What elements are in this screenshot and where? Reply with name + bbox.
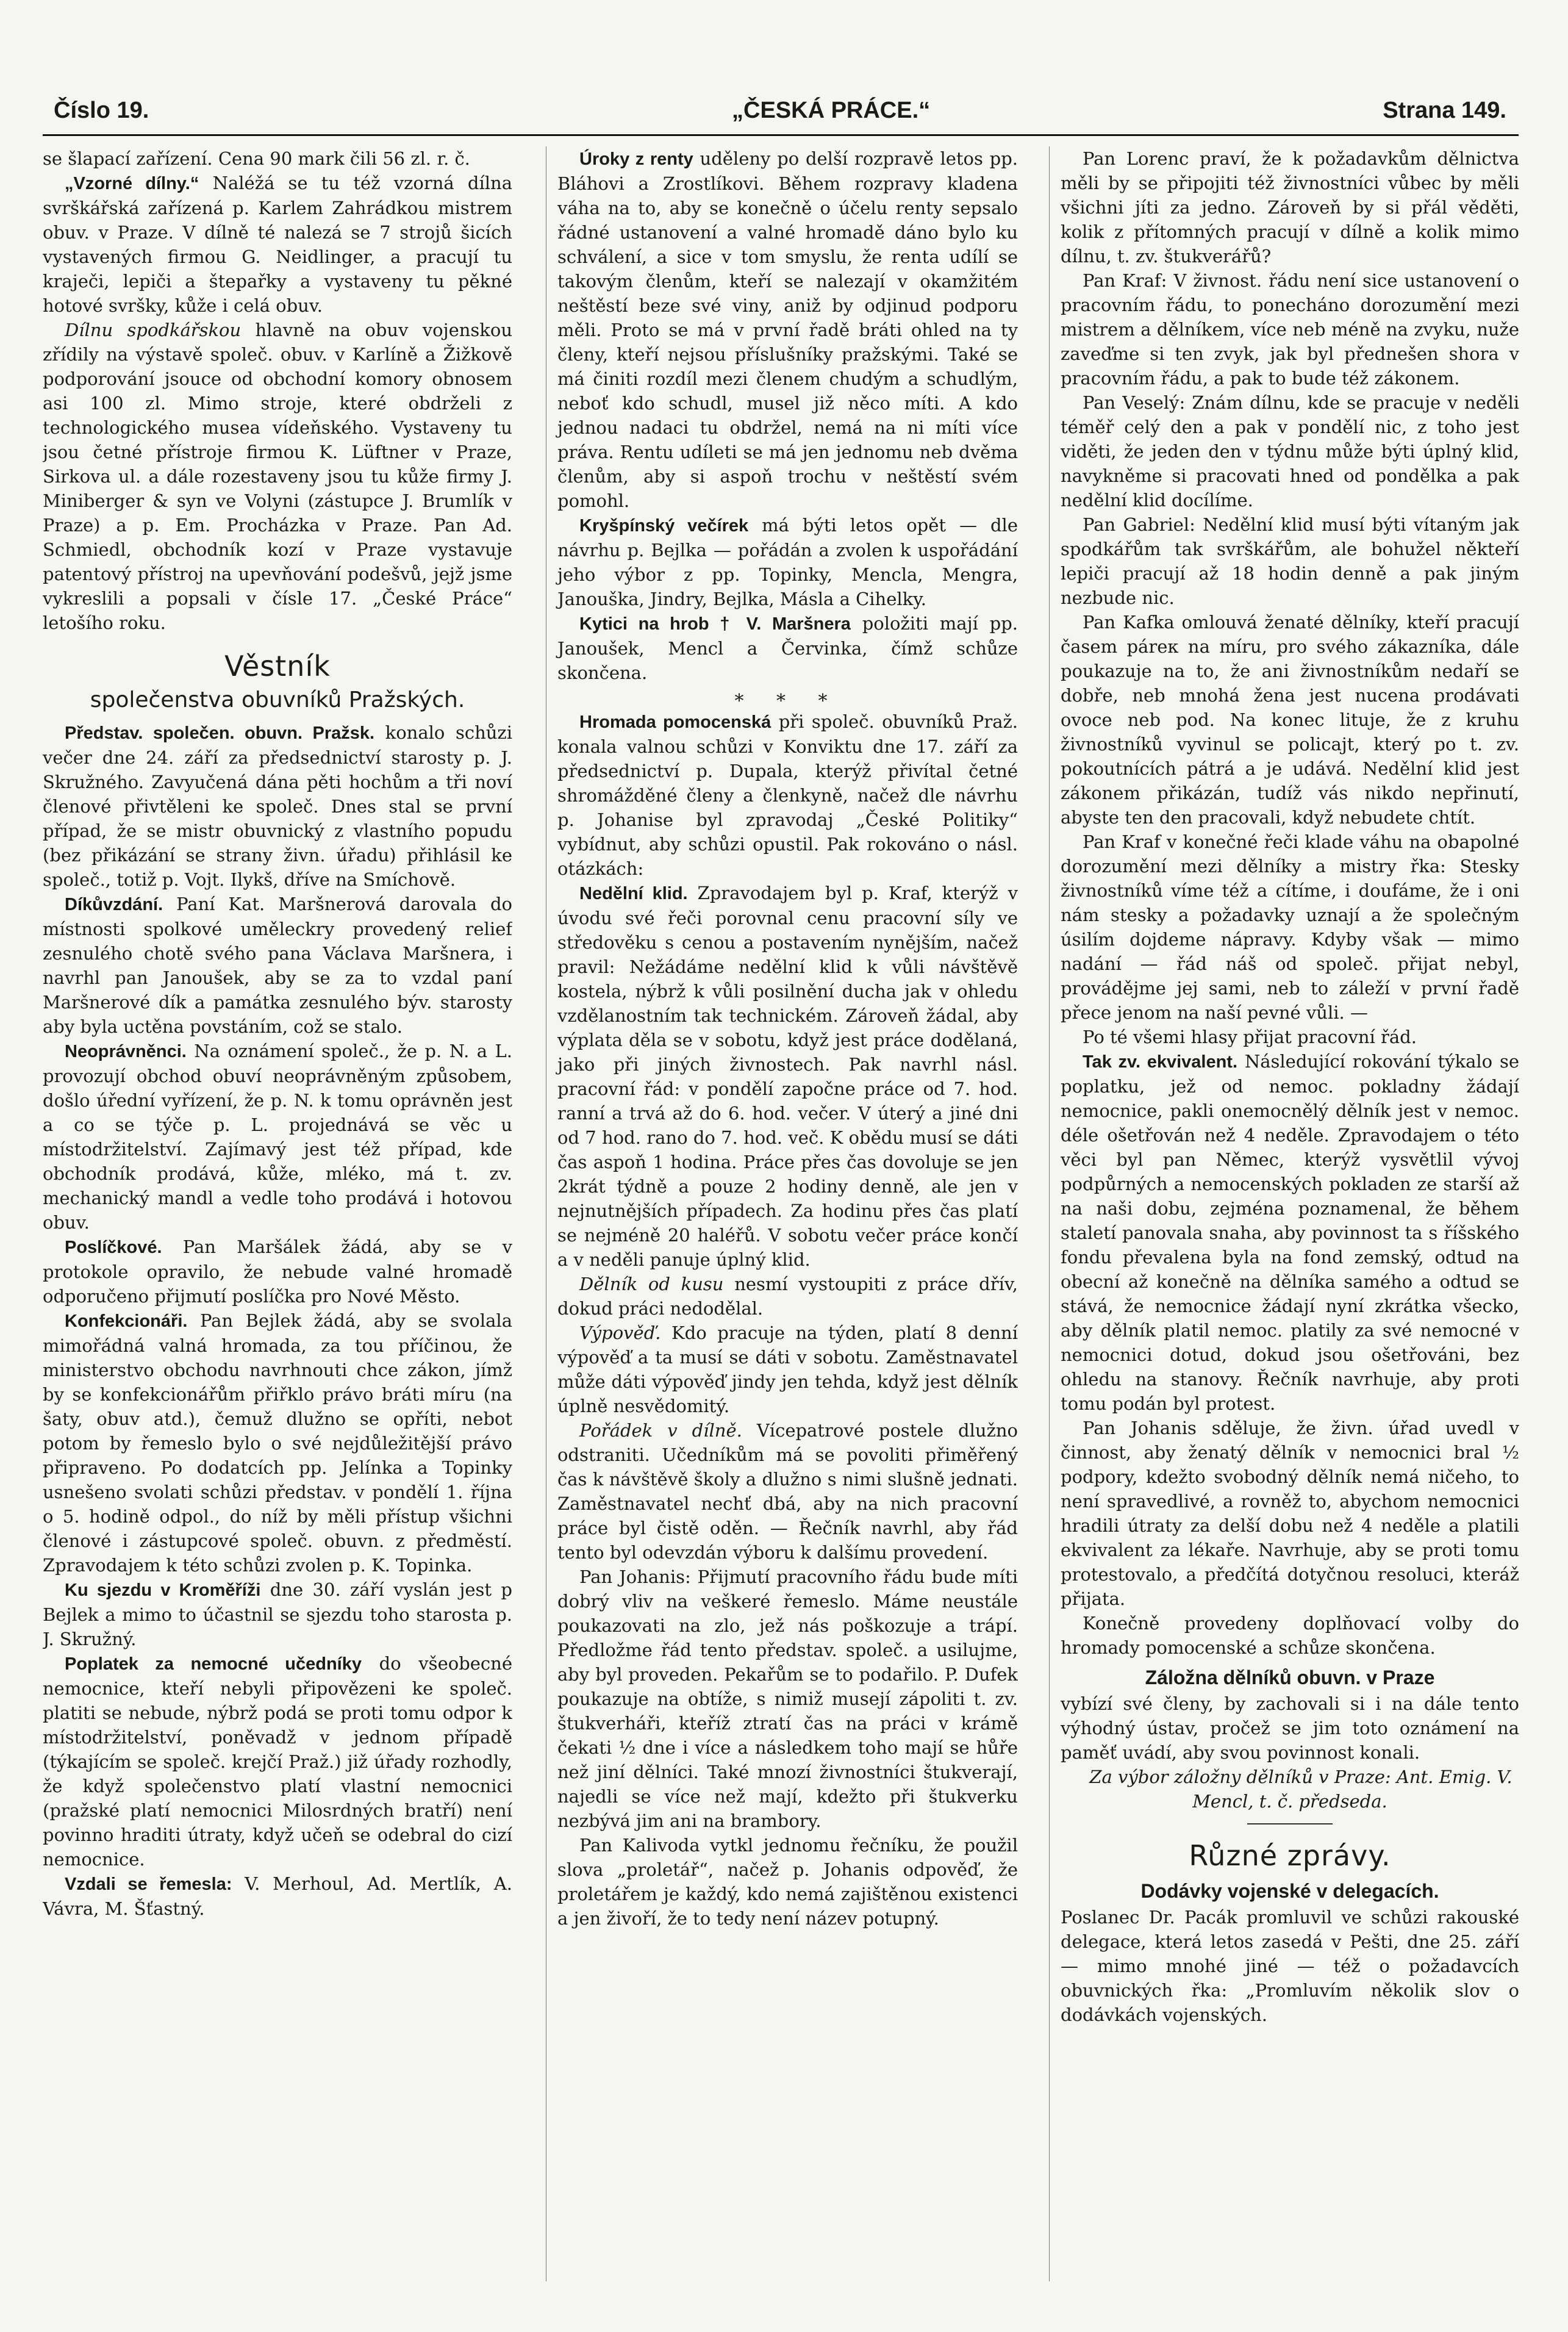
article-dilnu-spodkarskou [43, 318, 512, 635]
newspaper-page [43, 91, 1519, 2287]
paragraph-vesely: Pan Veselý: Znám dílnu, kde se pracuje v neděli téměř celý den a pak v pondělí nic, z toho jest viděti, že jeden den v týdnu může býti úplný klid, navykněme si pracovati hned od pondělka a pak nedělní klid docílíme. [1061, 392, 1519, 511]
section-title-vestnik: Věstník [224, 650, 331, 683]
article-lead: Poplatek za nemocné učedníky [65, 1654, 362, 1674]
notice-heading: Záložna dělníků obuvn. v Praze [1145, 1666, 1435, 1688]
article-body: do všeobecné nemocnice, kteří nebyli připovězeni ke společ. platiti se nebude, nýbrž podá se proti tomu odpor k místodržitelství, poněvadž v jednom případě (týkajícím se společ. krejčí Praž.) již úřady rozhodly, že když společenstvo platí vlastní nemocnici (pražské platí nemocnici Milosrdných bratří) není povinno hraditi útraty, když učeň se odebral do cizí nemocnice. [43, 1653, 512, 1870]
article-lead: Vzdali se řemesla: [65, 1875, 232, 1894]
article-konfekcionari [43, 1308, 512, 1577]
paragraph-konecne: Konečně provedeny doplňovací volby do hromady pomocenské a schůze skončena. [1061, 1613, 1519, 1658]
article-body: Vícepatrové postele dlužno odstraniti. Učedníkům má se povoliti přiměřený čas k návštěvě školy a dlužno s nimi slušně jednati. Zaměstnavatel nechť dbá, aby na nich pracovní práce byl čistě oděn. — Řečník navrhl, aby řád tento byl odevzdán výboru k dalšímu provedení. [557, 1420, 1018, 1563]
article-vypoved [557, 1321, 1018, 1418]
paragraph-gabriel: Pan Gabriel: Nedělní klid musí býti vítaným jak spodkářům tak svrškářům, ale bohužel někteří lepiči pracují až 18 hodin denně a pak jiným nezbude nic. [1061, 514, 1519, 608]
article-body: má býti letos opět — dle návrhu p. Bejlka — pořádán a zvolen k uspořádání jeho výbor z pp. Topinky, Mencla, Mengra, Janouška, Jindry, Bejlka, Másla a Cihelky. [557, 515, 1018, 609]
section-title-ruzne: Různé zprávy. [1189, 1839, 1391, 1872]
paragraph-kafka: Pan Kafka omlouvá ženaté dělníky, kteří pracují časem páreк na míru, pro svého zákazníka, dále poukazuje na to, že ani živnostníkům nedaří se dobře, neb mnohá žena jest nucena prodávati ovoce neb pod. Na konec lituje, že z kruhu živnostníků vyvinul se policajt, který po t. zv. pokoutnících pátrá a je udává. Nedělní klid jest zákonem přikázán, tudíž vás nikdo nepřinutí, abyste ten den pracovali, když nebudete chtít. [1061, 612, 1519, 828]
article-lead: Úroky z renty [579, 149, 693, 169]
article-body: při společ. obuvníků Praž. konala valnou schůzi v Konviktu dne 17. září za předsednictví p. Dupala, kterýž přivítal četné shromážděné členy a členkyně, načež dle návrhu p. Johanise byl zpravodaj „České Politiky“ vybídnut, aby schůzi opustil. Pak rokováno o násl. otázkách: [557, 711, 1018, 879]
paragraph-prijat: Po té všemi hlasy přijat pracovní řád. [1083, 1027, 1417, 1047]
issue-number: Číslo 19. [54, 98, 149, 123]
columns [43, 146, 1519, 2281]
article-vzdali-se [43, 1871, 512, 1921]
article-poslickove [43, 1235, 512, 1308]
article-body: Pan Maršálek žádá, aby se v protokole opravilo, že nebude valné hromadě odporučeno přijmutí poslíčka pro Nové Město. [43, 1236, 512, 1307]
article-body: Pan Bejlek žádá, aby se svolala mimořádná valná hromada, za tou příčinou, že ministerstvo obchodu navrhnouti chce zákon, jímž by se konfekcionářům přiřklo právo bráti míru (na šaty, obuv atd.), čemuž dlužno se opříti, nebot potom by řemeslo bylo o své nejdůležitější právo připraveno. Po dodatcích pp. Jelínka a Topinky usnešeno svolati schůzi představ. v pondělí 1. října o 5. hodině odpol., do níž by měli přístup všichni členové i zástupcové společ. obuvn. z předměstí. Zpravodajem k této schůzi zvolen p. K. Topinka. [43, 1310, 512, 1576]
column-1 [43, 146, 512, 2281]
article-lead: „Vzorné dílny.“ [65, 174, 199, 193]
article-lead: Díkůvzdání. [65, 895, 163, 914]
article-lead: Pořádek v dílně. [579, 1420, 742, 1441]
article-lead: Představ. společen. obuvn. Pražsk. [65, 723, 375, 743]
article-body: Zpravodajem byl p. Kraf, kterýž v úvodu své řeči porovnal cenu pracovní síly ve středověku s cenou a postavením nynějším, načež pravil: Nežádáme nedělní klid k vůli návštěvě kostela, nýbrž k vůli posilnění ducha jak v ohledu vzdělanostním tak technickém. Zároveň žádal, aby výplata děla se v sobotu, když jest práce dodělaná, jako při jiných živnostech. Pak navrhl násl. pracovní řád: v pondělí započne práce od 7. hod. ranní a trvá až do 6. hod. večer. V úterý a jiné dni od 7 hod. rano do 7. hod. več. K obědu musí se dáti čas aspoň 1 hodina. Práce přes čas dovoluje se jen 2krát týdně a pouze 2 hodiny denně, ale jen v nejnutnějších případech. Za hodinu přes čas platí se nejméně 20 haléřů. V sobotu večer práce končí a v neděli panuje úplný klid. [557, 883, 1018, 1270]
article-body: uděleny po delší rozpravě letos pp. Bláhovi a Zrostlíkovi. Během rozpravy kladena váha na to, aby se konečně o účelu renty sepsalo řádné ustanovení a valné hromadě dáno bylo ku schválení, a sice v tom smyslu, že renta udílí se takovým členům, kteří se nalezají v okamžitém neštěstí beze své viny, aniž by odjinud podporu měli. Proto se má v první řadě bráti ohled na ty členy, kteří nejsou příslušníky pražskými. Také se má činiti rozdíl mezi členem chudým a schudlým, neboť kdo schudl, musel již něco míti. A kdo jednou nadaci tu obdržel, nemá na ni míti více práva. Rentu udíleti se má jen jednomu neb dvěma členům, aby si aspoň trochu v neštěstí svém pomohl. [557, 148, 1018, 511]
divider [1247, 1823, 1333, 1824]
article-body: Následující rokování týkalo se poplatku, jež od nemoc. pokladny žádají nemocnice, pakli onemocnělý dělník jest v nemoc. déle ošetřován než 4 neděle. Zpravodajem o této věci byl pan Němec, kterýž vysvětlil vývoj podpůrných a nemocenských pokladen ze starší až na naši dobu, zejména poznamenal, že během staletí panovala snaha, aby povinnost ta s říšského fondu převalena byla na fond zemský, odtud na obecní až konečně na dělníka samého a odtud se stává, že nemocnice žádají nyní zkrátka všecko, aby dělník platil nemoc. platily za své nemocné v nemocnici dotud, dokud jsou ošetřováni, bez ohledu na stanovy. Řečník navrhuje, aby proti tomu podán byl protest. [1061, 1051, 1519, 1414]
paragraph-johanis-2: Pan Johanis sděluje, že živn. úřad uvedl v činnost, aby ženatý dělník v nemocnici bral ½ podpory, kdežto svobodný dělník nemá ničeho, to není spravedlivé, a rovněž to, abychom nemocnici hradili útraty za delší dobu než 4 neděle a platili ekvivalent za lékaře. Navrhuje, aby se proti tomu protestovalo, a předčítá dotyčnou resoluci, kteráž přijata. [1061, 1418, 1519, 1609]
article-lead: Nedělní klid. [579, 884, 688, 903]
signature: Za výbor záložny dělníků v Praze: Ant. Emig. V. Mencl, t. č. předseda. [1089, 1767, 1513, 1812]
article-kryspinsky [557, 513, 1018, 611]
paragraph: se šlapací zařízení. Cena 90 mark čili 56 zl. r. č. [43, 148, 470, 169]
article-lead: Kytici na hrob † V. Maršnera [579, 614, 851, 634]
article-nedelni-klid [557, 881, 1018, 1272]
masthead-title: „ČESKÁ PRÁCE.“ [732, 98, 931, 123]
article-delnik-od-kusu [557, 1272, 1018, 1321]
article-uroky [557, 146, 1018, 513]
article-hromada [557, 709, 1018, 881]
article-lead: Ku sjezdu v Kroměříži [65, 1580, 261, 1600]
paragraph-kraf: Pan Kraf: V živnost. řádu není sice ustanovení o pracovním řádu, to ponecháno dorozumění mezi mistrem a dělníkem, více neb méně na zvyku, nuže zaveďme si ten zvyk, jak byl přednešen shora v pracovním řádu, a pak to bude též zákonem. [1061, 270, 1519, 389]
article-body: Kdo pracuje na týden, platí 8 denní výpověď a ta musí se dáti v sobotu. Zaměstnavatel může dáti výpověď jindy jen tehda, když jest dělník úplně nesvědomitý. [557, 1322, 1018, 1416]
column-3 [1049, 146, 1519, 2281]
paragraph-lorenc: Pan Lorenc praví, že k požadavkům dělnictva měli by se připojiti též živnostníci vůbec by měli všichni jíti za jedno. Zároveň by si přál věděti, kolik z přítomných pracují v dílně a kolik mimo dílnu, t. zv. štukverářů? [1061, 148, 1519, 267]
article-body: dne 30. září vyslán jest p Bejlek a mimo to účastnil se sjezdu toho starosta p. J. Skružný. [43, 1579, 512, 1649]
article-ekvivalent [1061, 1049, 1519, 1416]
article-sjezd [43, 1577, 512, 1651]
article-lead: Neoprávněnci. [65, 1042, 187, 1061]
paragraph-kalivoda: Pan Kalivoda vytkl jednomu řečníku, že použil slova „proletář“, načež p. Johanis odpověď, že proletářem je každý, kdo nemá zajištěnou existenci a jen živoří, že to tedy není název potupný. [557, 1835, 1018, 1929]
article-kytici [557, 611, 1018, 685]
article-body: V. Merhoul, Ad. Mertlík, A. Vávra, M. Šťastný. [43, 1873, 512, 1919]
article-predstav [43, 720, 512, 892]
article-neopravnenci [43, 1039, 512, 1235]
paragraph-kraf-final: Pan Kraf v konečné řeči klade váhu na obapolné dorozumění mezi dělníky a mistry řka: Stesky živnostníků víme též a cítíme, i doufáme, že i oni nám stesky a požadavky uznají a že společným úsilím dojdeme nápravy. Kdyby však — mimo nadání — řád náš od společ. přijat nebyl, provádějme jej sami, neb to záleží v první řadě přece jenom na naší pevné vůli. — [1061, 831, 1519, 1023]
running-head [43, 91, 1519, 136]
paragraph-johanis: Pan Johanis: Přijmutí pracovního řádu bude míti dobrý vliv na veškeré řemeslo. Máme neustále poukazovati na zlo, jež nás poškozuje a trápí. Předložme řád tento představ. společ. a usilujme, aby byl proveden. Pekařům se to podařilo. P. Dufek poukazuje na obtíže, s nimiž musejí zápoliti t. zv. štukverháři, kteříž ztratí čas na práci v krámě čekati ½ dne i více a následkem toho mají se hůře než jiní dělníci. Také mnozí živnostníci štukverají, najedli se více než mají, kdežto při štukverku nezbývá jim ani na brambory. [557, 1566, 1018, 1831]
article-body: Paní Kat. Maršnerová darovala do místnosti spolkové uměleckry provedený relief zesnulého chotě svého pana Václava Maršnera, i navrhl pan Janoušek, aby se za to vzdal paní Maršnerové dík a památka zesnulého býv. starosty aby byla uctěna povstáním, což se stalo. [43, 894, 512, 1037]
section-subtitle: společenstva obuvníků Pražských. [90, 687, 465, 712]
article-body: Naléžá se tu též vzorná dílna svrškářská zařízená p. Karlem Zahrádkou mistrem obuv. v Praze. V dílně té nalezá se 7 strojů šicích vystavených firmou G. Neidlinger, a pracují tu kraječi, lepiči a štepařky a vystaveny tu pěkné hotové svršky, kůže i celá obuv. [43, 173, 512, 316]
asterism: * * * [734, 691, 841, 712]
article-body: položiti mají pp. Janoušek, Mencl a Červinka, čímž schůze skončena. [557, 613, 1018, 683]
article-lead: Dělník od kusu [579, 1274, 724, 1294]
article-body: konalo schůzi večer dne 24. září za předsednictví starosty p. J. Skružného. Zavyučená dána pěti hochům a tři noví členové přivtěleni ke společ. Dnes stal se první případ, že se mistr obuvnický z vlastního popudu (bez přikázání se strany živn. úřadu) přihlásil ke společ., totiž p. Vojt. Ilykš, dříve na Smíchově. [43, 722, 512, 890]
article-lead: Výpověď. [579, 1322, 661, 1343]
article-body: nesmí vystoupiti z práce dřív, dokud práci nedodělal. [557, 1274, 1018, 1319]
article-lead: Kryšpínský večírek [579, 516, 749, 536]
article-lead: Tak zv. ekvivalent. [1083, 1052, 1238, 1072]
paragraph-pacak: Poslanec Dr. Pacák promluvil ve schůzi rakouské delegace, která letos zasedá v Pešti, dne 25. září — mimo mnohé jiné — též o požadavcích obuvnických řka: „Promluvím několik slov o dodávkách vojenských. [1061, 1907, 1519, 2025]
article-vzorne-dilny [43, 171, 512, 318]
article-lead: Dílnu spodkářskou [65, 320, 242, 340]
column-2 [546, 146, 1018, 2281]
article-poradek [557, 1418, 1018, 1565]
article-dikuvzdani [43, 892, 512, 1039]
notice-body: vybízí své členy, by zachovali si i na dále tento výhodný ústav, pročež se jim toto oznámení na paměť uvádí, aby svou povinnost konali. [1061, 1693, 1519, 1763]
article-poplatek [43, 1651, 512, 1871]
article-lead: Hromada pomocenská [579, 712, 771, 732]
page-number: Strana 149. [1383, 98, 1506, 123]
article-lead: Konfekcionáři. [65, 1311, 188, 1331]
article-body: Na oznámení společ., že p. N. a L. provozují obchod obuví neoprávněným způsobem, došlo úřední vyřízení, že p. N. k tomu oprávněn jest a co se týče p. L. projednává se věc u místodržitelství. Zajímavý jest též případ, kde obchodník prodává, kůže, mléko, má t. zv. mechanický mandl a vedle toho prodává i hotovou obuv. [43, 1041, 512, 1233]
sub-heading: Dodávky vojenské v delegacích. [1140, 1880, 1439, 1902]
article-body: hlavně na obuv vojenskou zřídily na výstavě společ. obuv. v Karlíně a Žižkově podporování jsouce od obchodní komory obnosem asi 100 zl. Mimo stroje, které obdrželi z technologického musea vídeňského. Vystaveny tu jsou četné přístroje firmou K. Lüftner v Praze, Sirkova ul. a dále rozestaveny jsou tu kůže firmy J. Miniberger & syn ve Volyni (zástupce J. Brumlík v Praze) a p. Em. Procházka v Praze. Pan Ad. Schmiedl, obchodník kozí v Praze vystavuje patentový přístroj na upevňování podešvů, jejž jsme vykreslili a popsali v čísle 17. „České Práce“ letošího roku. [43, 320, 512, 633]
article-lead: Poslíčkové. [65, 1238, 162, 1257]
